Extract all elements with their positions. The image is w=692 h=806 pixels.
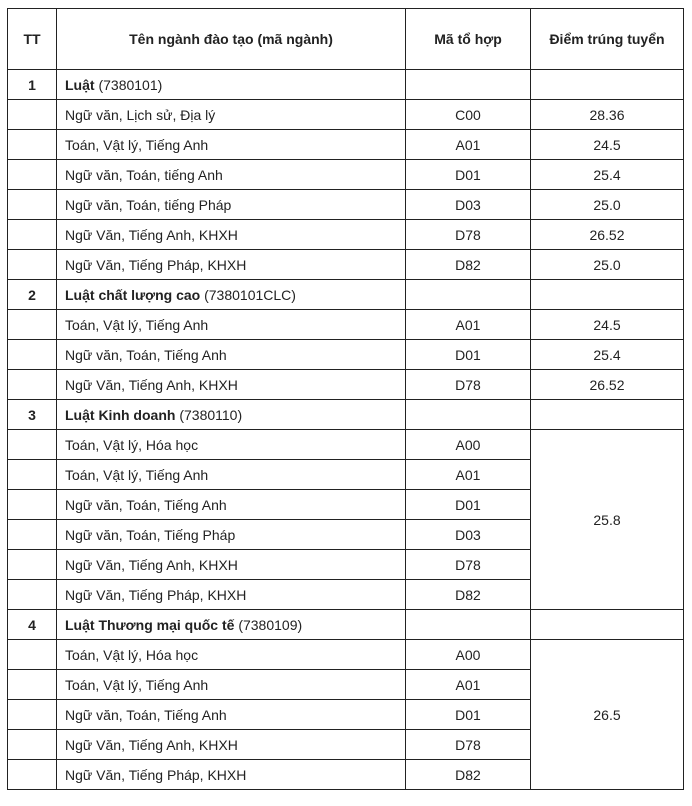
subjects-cell: Toán, Vật lý, Tiếng Anh (57, 670, 406, 700)
subjects-cell: Ngữ văn, Toán, Tiếng Anh (57, 490, 406, 520)
subjects-cell: Ngữ Văn, Tiếng Anh, KHXH (57, 550, 406, 580)
subjects-cell: Ngữ văn, Toán, Tiếng Pháp (57, 520, 406, 550)
empty-cell (8, 580, 57, 610)
combo-code-cell: D82 (406, 580, 531, 610)
header-row (8, 9, 684, 70)
table-row (8, 220, 684, 250)
subjects-cell: Ngữ Văn, Tiếng Anh, KHXH (57, 730, 406, 760)
empty-cell (8, 160, 57, 190)
subjects-cell: Toán, Vật lý, Hóa học (57, 640, 406, 670)
empty-cell (8, 370, 57, 400)
group-title (57, 610, 406, 640)
empty-cell (8, 730, 57, 760)
combo-code-cell: D01 (406, 160, 531, 190)
table-body (8, 70, 684, 790)
header-tt: TT (8, 9, 57, 70)
table-row (8, 100, 684, 130)
empty-cell (406, 280, 531, 310)
empty-cell (406, 610, 531, 640)
table-row (8, 370, 684, 400)
subjects-cell: Toán, Vật lý, Tiếng Anh (57, 460, 406, 490)
empty-cell (8, 430, 57, 460)
table-row (8, 130, 684, 160)
score-cell: 25.4 (531, 160, 684, 190)
group-number: 3 (8, 400, 57, 430)
combo-code-cell: D82 (406, 250, 531, 280)
major-name: Luật (65, 76, 95, 93)
group-row (8, 70, 684, 100)
combo-code-cell: C00 (406, 100, 531, 130)
major-code: (7380110) (179, 406, 243, 423)
combo-code-cell: D01 (406, 490, 531, 520)
empty-cell (8, 760, 57, 790)
group-number: 2 (8, 280, 57, 310)
combo-code-cell: D78 (406, 550, 531, 580)
combo-code-cell: A00 (406, 430, 531, 460)
score-cell: 24.5 (531, 130, 684, 160)
subjects-cell: Toán, Vật lý, Tiếng Anh (57, 130, 406, 160)
group-title (57, 280, 406, 310)
empty-cell (531, 280, 684, 310)
major-name: Luật Thương mại quốc tế (65, 616, 235, 633)
empty-cell (8, 520, 57, 550)
major-name: Luật Kinh doanh (65, 406, 176, 423)
combo-code-cell: A00 (406, 640, 531, 670)
subjects-cell: Ngữ văn, Toán, Tiếng Anh (57, 700, 406, 730)
empty-cell (8, 100, 57, 130)
group-title (57, 70, 406, 100)
score-cell: 26.52 (531, 370, 684, 400)
combo-code-cell: A01 (406, 670, 531, 700)
table-row (8, 250, 684, 280)
combo-code-cell: D82 (406, 760, 531, 790)
score-cell: 25.0 (531, 190, 684, 220)
empty-cell (8, 550, 57, 580)
subjects-cell: Ngữ Văn, Tiếng Anh, KHXH (57, 370, 406, 400)
empty-cell (8, 640, 57, 670)
combo-code-cell: D03 (406, 520, 531, 550)
combo-code-cell: A01 (406, 130, 531, 160)
table-row (8, 160, 684, 190)
subjects-cell: Toán, Vật lý, Tiếng Anh (57, 310, 406, 340)
combo-code-cell: D03 (406, 190, 531, 220)
empty-cell (8, 460, 57, 490)
empty-cell (8, 700, 57, 730)
major-code: (7380109) (238, 616, 303, 633)
empty-cell (406, 70, 531, 100)
merged-score-cell: 26.5 (531, 640, 684, 790)
subjects-cell: Ngữ Văn, Tiếng Pháp, KHXH (57, 760, 406, 790)
empty-cell (531, 70, 684, 100)
table-row (8, 340, 684, 370)
combo-code-cell: D01 (406, 700, 531, 730)
merged-score-cell: 25.8 (531, 430, 684, 610)
score-cell: 24.5 (531, 310, 684, 340)
combo-code-cell: A01 (406, 460, 531, 490)
empty-cell (8, 190, 57, 220)
subjects-cell: Ngữ Văn, Tiếng Anh, KHXH (57, 220, 406, 250)
empty-cell (8, 670, 57, 700)
score-cell: 26.52 (531, 220, 684, 250)
score-cell: 28.36 (531, 100, 684, 130)
table-row (8, 640, 684, 670)
combo-code-cell: D01 (406, 340, 531, 370)
combo-code-cell: A01 (406, 310, 531, 340)
subjects-cell: Ngữ văn, Toán, Tiếng Anh (57, 340, 406, 370)
empty-cell (8, 490, 57, 520)
group-title (57, 400, 406, 430)
major-name: Luật chất lượng cao (65, 286, 201, 303)
combo-code-cell: D78 (406, 220, 531, 250)
subjects-cell: Ngữ văn, Toán, tiếng Pháp (57, 190, 406, 220)
subjects-cell: Ngữ văn, Toán, tiếng Anh (57, 160, 406, 190)
group-number: 4 (8, 610, 57, 640)
admission-scores-table (7, 8, 684, 790)
group-row (8, 280, 684, 310)
table-row (8, 430, 684, 460)
empty-cell (8, 310, 57, 340)
empty-cell (531, 610, 684, 640)
header-score: Điểm trúng tuyển (531, 9, 684, 70)
table-row (8, 190, 684, 220)
major-code: (7380101) (98, 76, 163, 93)
subjects-cell: Ngữ Văn, Tiếng Pháp, KHXH (57, 250, 406, 280)
score-cell: 25.0 (531, 250, 684, 280)
empty-cell (406, 400, 531, 430)
major-code: (7380101CLC) (204, 286, 296, 303)
combo-code-cell: D78 (406, 370, 531, 400)
score-cell: 25.4 (531, 340, 684, 370)
empty-cell (8, 130, 57, 160)
subjects-cell: Toán, Vật lý, Hóa học (57, 430, 406, 460)
empty-cell (8, 220, 57, 250)
group-row (8, 610, 684, 640)
header-code: Mã tổ hợp (406, 9, 531, 70)
empty-cell (8, 250, 57, 280)
empty-cell (8, 340, 57, 370)
combo-code-cell: D78 (406, 730, 531, 760)
table-row (8, 310, 684, 340)
empty-cell (531, 400, 684, 430)
header-name: Tên ngành đào tạo (mã ngành) (57, 9, 406, 70)
group-number: 1 (8, 70, 57, 100)
subjects-cell: Ngữ văn, Lịch sử, Địa lý (57, 100, 406, 130)
group-row (8, 400, 684, 430)
subjects-cell: Ngữ Văn, Tiếng Pháp, KHXH (57, 580, 406, 610)
